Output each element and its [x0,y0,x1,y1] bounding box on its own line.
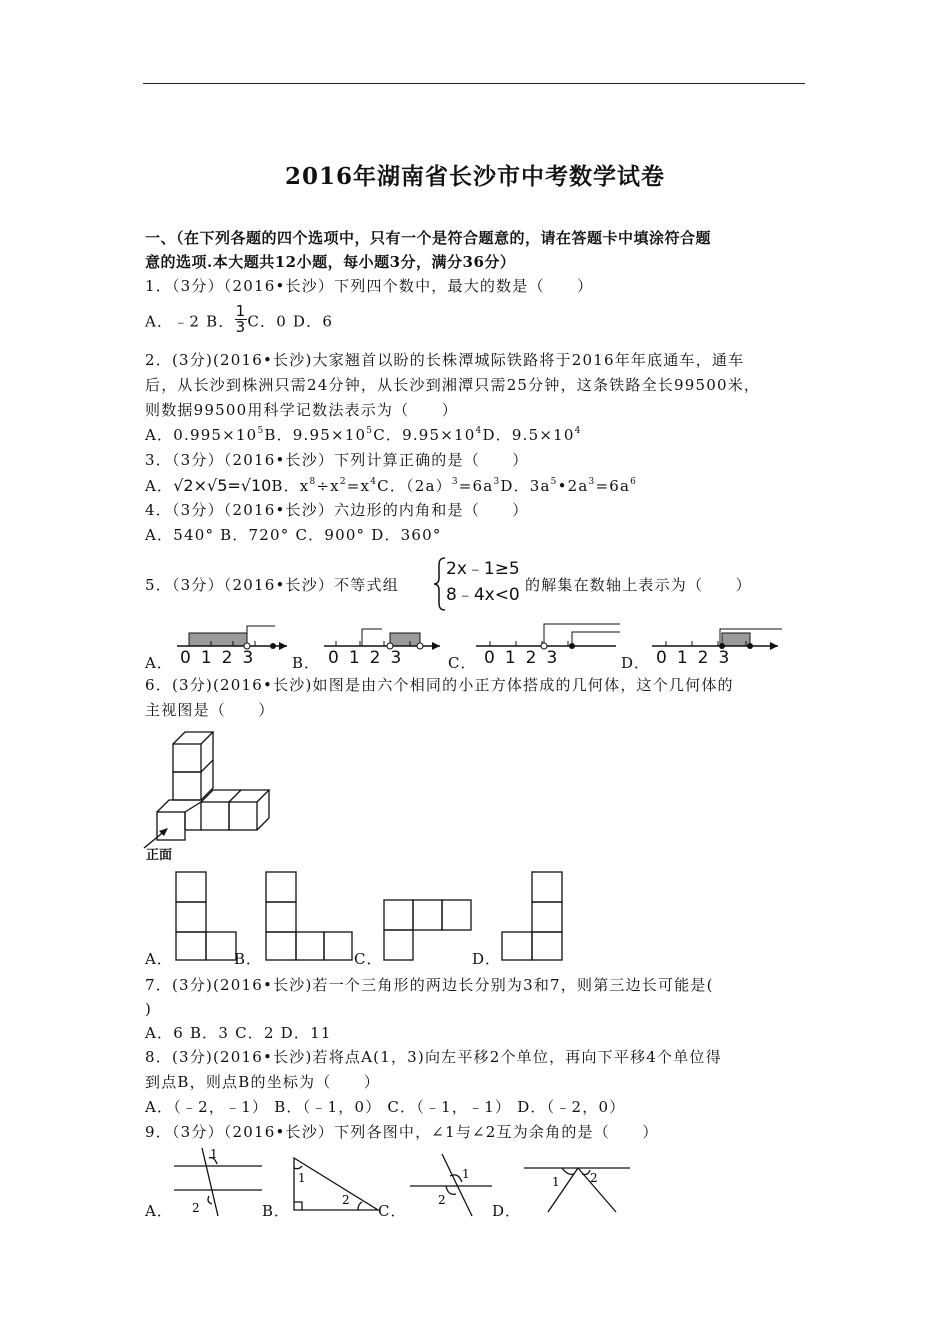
q1-option-a: A．﹣2 B． [145,312,235,331]
q9-c-angle1: 1 [462,1167,470,1181]
q7-options: A．6 B．3 C．2 D．11 [145,1024,332,1042]
q2-opt-d: D．9.5×10 [482,426,575,444]
q8-options: A．（﹣2，﹣1） B．（﹣1，0） C．（﹣1，﹣1） D．（﹣2，0） [145,1098,626,1116]
q6-option-c-view [382,898,474,962]
q8-line2: 到点B，则点B的坐标为（ ） [145,1073,381,1091]
q6-label-c: C． [354,950,383,968]
q5-ticks-a: 0123 [180,648,264,668]
q2-line2: 后，从长沙到株洲只需24分钟，从长沙到湘潭只需25分钟，这条铁路全长99500米， [145,376,761,394]
q1-stem: 1．（3分）（2016•长沙）下列四个数中，最大的数是（ ） [145,277,594,295]
q9-a-angle1: 1 [210,1147,218,1161]
q3-stem: 3．（3分）（2016•长沙）下列计算正确的是（ ） [145,451,529,469]
q9-d-angle1: 1 [552,1175,560,1189]
q6-label-a: A． [145,950,173,968]
q2-line1: 2．(3分)(2016•长沙)大家翘首以盼的长株潭城际铁路将于2016年年底通车，通车 [145,351,745,369]
q1-frac-den: 3 [235,318,247,336]
q3-opt-b: B．x [271,477,310,495]
q5-ticks-d: 0123 [656,648,740,668]
q7-line2: ) [145,1000,153,1018]
q7-line1: 7．(3分)(2016•长沙)若一个三角形的两边长分别为3和7，则第三边长可能是( [145,976,714,994]
q9-figure-d [522,1156,634,1218]
q9-figure-a [172,1146,268,1218]
q5-stem-post: 的解集在数轴上表示为（ ） [525,576,752,594]
q6-cube-figure [140,730,280,850]
q3-exp: 8 [309,477,317,487]
q2-exp-a: 5 [257,426,265,436]
q9-label-a: A． [145,1202,173,1220]
q3-exp: 3 [451,477,459,487]
q3-frag: =6a [458,477,494,495]
q6-line1: 6．(3分)(2016•长沙)如图是由六个相同的小正方体搭成的几何体，这个几何体的 [145,676,734,694]
q3-opt-a-expr: √2×√5=√10 [173,476,272,495]
q3-exp: 3 [493,477,501,487]
q9-a-angle2: 2 [192,1201,200,1215]
q1-option-rest: C．0 D．6 [247,312,334,331]
q6-front-label: 正面 [146,848,173,863]
q5-inequality-system [446,556,520,608]
q9-b-angle2: 2 [342,1193,350,1207]
q3-frag: •2a [557,477,589,495]
q6-option-d-view [500,870,564,962]
q2-exp-d: 4 [574,426,582,436]
section-heading-line1: 一、（在下列各题的四个选项中，只有一个是符合题意的，请在答题卡中填涂符合题 [145,229,712,247]
q5-inequality-2: 8﹣4x<0 [446,585,520,605]
q5-ticks-c: 0123 [484,648,568,668]
q3-frag: ÷x [316,477,340,495]
q9-label-c: C． [378,1202,407,1220]
section-heading-line2: 意的选项.本大题共12小题，每小题3分，满分36分） [145,253,516,271]
q2-options [145,425,582,445]
q3-opt-c: C．（2a） [377,477,452,495]
q6-option-a-view [174,870,238,962]
q5-label-a: A． [145,654,173,672]
q8-line1: 8．(3分)(2016•长沙)若将点A(1，3)向左平移2个单位，再向下平移4个单位得 [145,1048,722,1066]
q6-line2: 主视图是（ ） [145,701,275,719]
q5-stem-pre: 5．（3分）（2016•长沙）不等式组 [145,576,399,594]
q3-frag: =6a [595,477,631,495]
q2-line3: 则数据99500用科学记数法表示为（ ） [145,401,458,419]
q3-frag: =x [346,477,371,495]
q1-frac-num: 1 [235,302,247,320]
q3-exp: 3 [588,477,596,487]
q4-options: A．540° B．720° C．900° D．360° [145,526,442,544]
q3-options [145,476,637,496]
q2-exp-b: 5 [366,426,374,436]
q5-label-d: D． [621,654,651,672]
q9-b-angle1: 1 [298,1171,306,1185]
q6-label-b: B． [234,950,263,968]
q1-fraction [235,304,248,335]
q2-opt-b: B．9.95×10 [264,426,367,444]
q3-exp: 5 [550,477,558,487]
q9-figure-c [406,1152,498,1220]
q6-label-d: D． [472,950,502,968]
q5-inequality-1: 2x﹣1≥5 [446,559,520,579]
header-rule [143,83,805,84]
q9-label-d: D． [492,1202,522,1220]
q3-exp: 4 [370,477,378,487]
q9-c-angle2: 2 [438,1193,446,1207]
q9-d-angle2: 2 [590,1171,598,1185]
page-title: 2016年湖南省长沙市中考数学试卷 [284,163,665,190]
q9-stem: 9．（3分）（2016•长沙）下列各图中，∠1与∠2互为余角的是（ ） [145,1123,659,1141]
q3-exp: 2 [339,477,347,487]
q3-opt-d: D．3a [500,477,551,495]
q9-label-b: B． [262,1202,291,1220]
q4-stem: 4．（3分）（2016•长沙）六边形的内角和是（ ） [145,501,529,519]
q2-exp-c: 4 [475,426,483,436]
q6-option-b-view [264,870,356,962]
q2-opt-a: A．0.995×10 [145,426,258,444]
q3-opt-a-label: A． [145,477,174,495]
q5-label-b: B． [292,654,321,672]
q5-ticks-b: 0123 [328,648,412,668]
q5-brace [433,556,447,612]
q5-label-c: C． [448,654,477,672]
q9-figure-b [288,1154,384,1218]
q1-options [145,302,334,336]
q3-exp: 6 [630,477,638,487]
q2-opt-c: C．9.95×10 [373,426,476,444]
